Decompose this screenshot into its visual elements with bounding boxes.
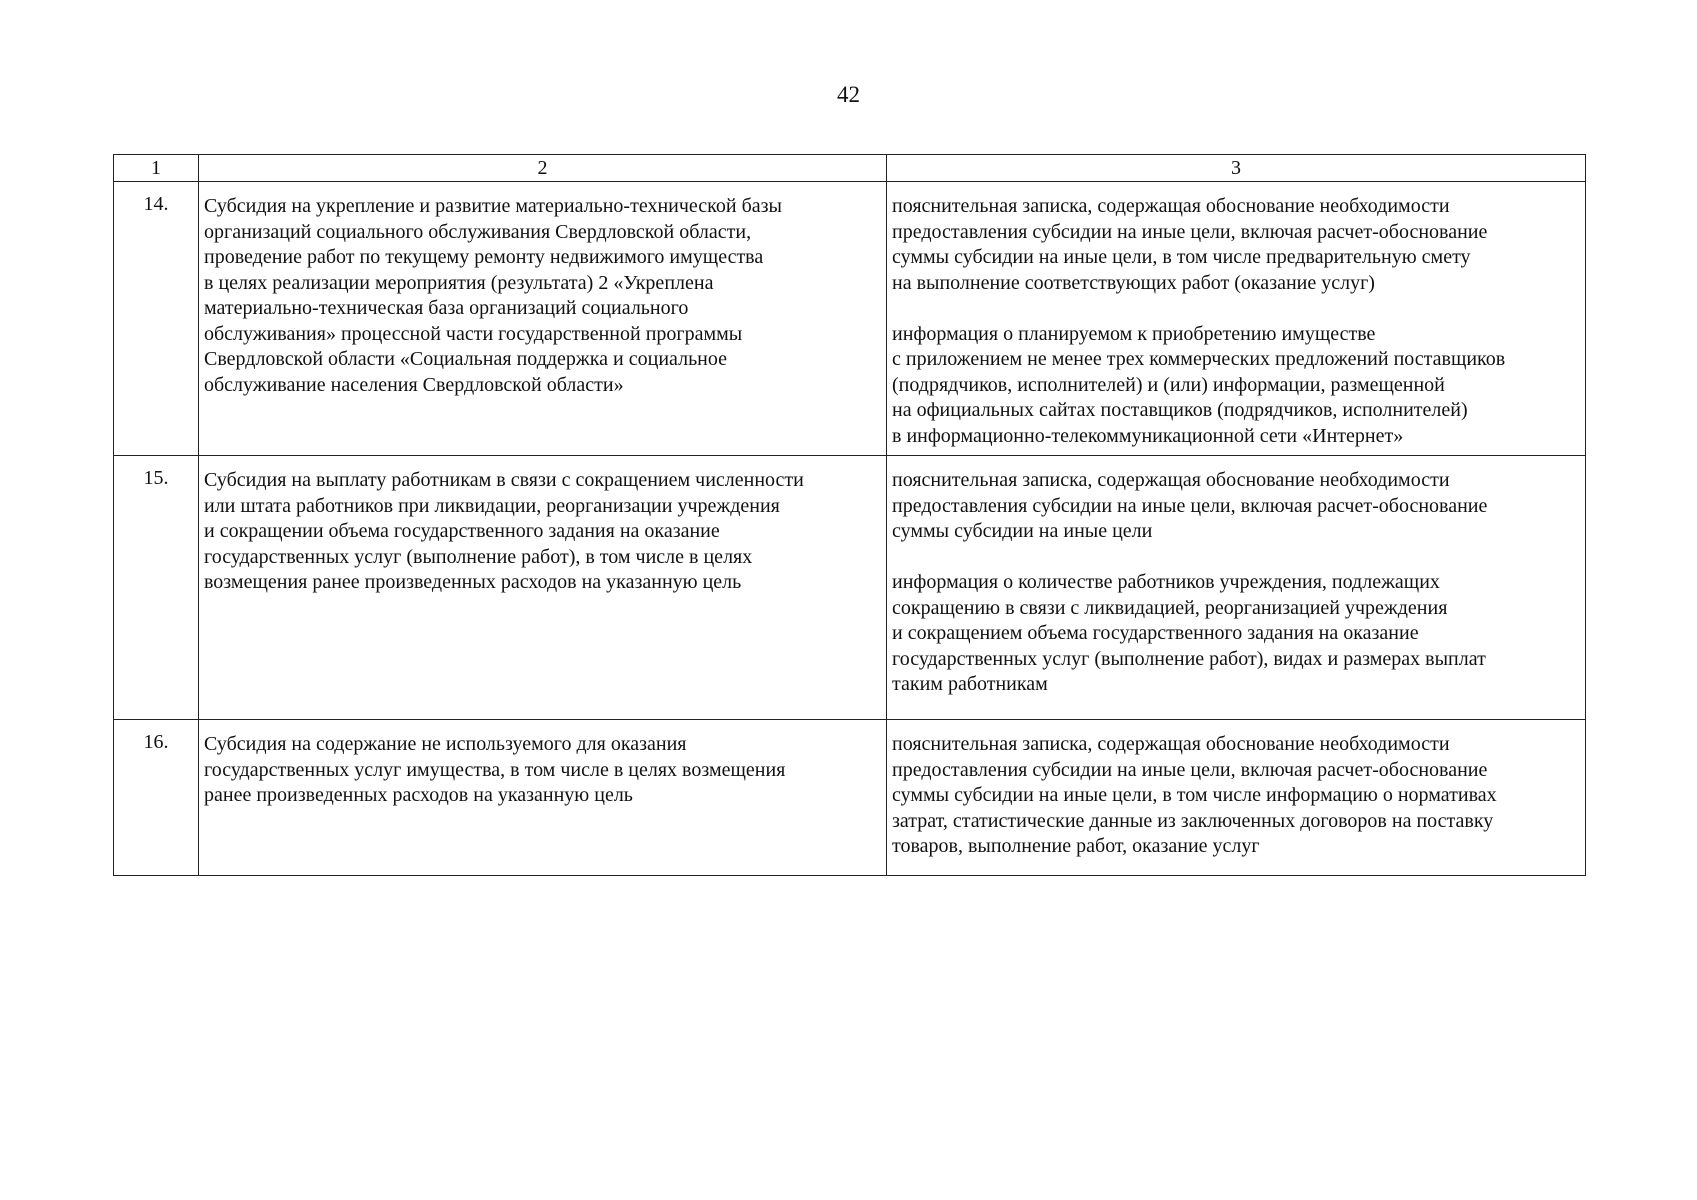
subsidy-description <box>199 456 887 720</box>
column-number-3: 3 <box>887 155 1586 182</box>
document-paragraph <box>892 570 1581 698</box>
text-line: Свердловской области «Социальная поддержка и социальное <box>204 348 728 370</box>
text-line: предоставления субсидии на иные цели, включая расчет-обоснование <box>892 494 1488 517</box>
text-line: и сокращении объема государственного задания на оказание <box>204 520 720 542</box>
text-line: пояснительная записка, содержащая обоснование необходимости <box>892 733 1450 755</box>
subsidy-description <box>199 720 887 876</box>
text-line: материально-техническая база организаций социального <box>204 297 689 319</box>
required-documents <box>887 182 1586 456</box>
text-line: пояснительная записка, содержащая обоснование необходимости <box>892 469 1450 491</box>
table-row <box>114 720 1586 876</box>
text-line: Субсидия на укрепление и развитие материально-технической базы <box>204 195 782 217</box>
column-number-1: 1 <box>114 155 199 182</box>
text-line: государственных услуг (выполнение работ), видах и размерах выплат <box>892 647 1486 670</box>
text-line: ранее произведенных расходов на указанную цель <box>204 784 633 806</box>
document-paragraph <box>892 194 1581 296</box>
text-line: в информационно-телекоммуникационной сети «Интернет» <box>892 424 1404 447</box>
required-documents <box>887 456 1586 720</box>
subsidy-documents-table <box>113 154 1586 876</box>
table-row <box>114 456 1586 720</box>
text-line: пояснительная записка, содержащая обоснование необходимости <box>892 195 1450 217</box>
text-line: суммы субсидии на иные цели <box>892 520 1153 542</box>
text-line: суммы субсидии на иные цели, в том числе информацию о нормативах <box>892 784 1497 806</box>
row-number: 14. <box>114 182 199 456</box>
text-line: таким работникам <box>892 673 1048 695</box>
text-line: предоставления субсидии на иные цели, включая расчет-обоснование <box>892 220 1488 243</box>
text-line: товаров, выполнение работ, оказание услуг <box>892 835 1260 857</box>
text-line: государственных услуг имущества, в том числе в целях возмещения <box>204 758 786 781</box>
text-line: государственных услуг (выполнение работ), в том числе в целях <box>204 545 753 568</box>
text-line: или штата работников при ликвидации, реорганизации учреждения <box>204 494 780 517</box>
text-line: на выполнение соответствующих работ (оказание услуг) <box>892 271 1375 294</box>
table-row <box>114 182 1586 456</box>
table-header-row <box>114 155 1586 182</box>
page-number: 42 <box>837 82 860 107</box>
text-line: обслуживание населения Свердловской области» <box>204 373 624 396</box>
text-line: организаций социального обслуживания Свердловской области, <box>204 220 752 243</box>
text-line: на официальных сайтах поставщиков (подрядчиков, исполнителей) <box>892 399 1468 421</box>
text-line: Субсидия на содержание не используемого для оказания <box>204 733 687 755</box>
document-paragraph <box>892 468 1581 545</box>
text-line: затрат, статистические данные из заключенных договоров на поставку <box>892 809 1494 832</box>
document-paragraph <box>892 322 1581 450</box>
text-line: сокращению в связи с ликвидацией, реорганизацией учреждения <box>892 596 1448 619</box>
text-line: с приложением не менее трех коммерческих предложений поставщиков <box>892 348 1506 370</box>
row-number: 16. <box>114 720 199 876</box>
text-line: информация о планируемом к приобретению имуществе <box>892 322 1376 345</box>
text-line: (подрядчиков, исполнителей) и (или) информации, размещенной <box>892 373 1445 396</box>
subsidy-description <box>199 182 887 456</box>
text-line: и сокращением объема государственного задания на оказание <box>892 622 1419 644</box>
required-documents <box>887 720 1586 876</box>
text-line: обслуживания» процессной части государственной программы <box>204 322 743 345</box>
document-paragraph <box>892 732 1581 860</box>
text-line: предоставления субсидии на иные цели, включая расчет-обоснование <box>892 758 1488 781</box>
text-line: информация о количестве работников учреждения, подлежащих <box>892 571 1440 593</box>
text-line: проведение работ по текущему ремонту недвижимого имущества <box>204 246 764 268</box>
text-line: в целях реализации мероприятия (результата) 2 «Укреплена <box>204 271 714 294</box>
text-line: Субсидия на выплату работникам в связи с сокращением численности <box>204 469 804 491</box>
text-line: возмещения ранее произведенных расходов на указанную цель <box>204 571 742 593</box>
column-number-2: 2 <box>199 155 887 182</box>
row-number: 15. <box>114 456 199 720</box>
text-line: суммы субсидии на иные цели, в том числе предварительную смету <box>892 246 1471 268</box>
